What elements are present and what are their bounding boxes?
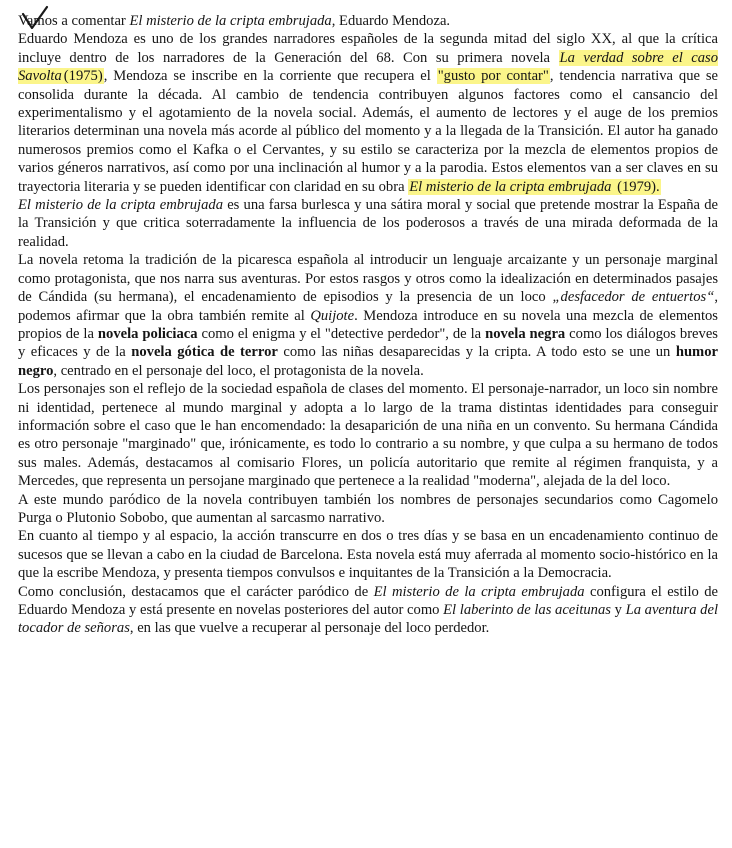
p3-humor: humor negro xyxy=(18,344,718,379)
p3-quijote: Quijote xyxy=(310,307,355,324)
p3-text-g: , centrado en el personaje del loco, el protagonista de la novela. xyxy=(53,362,424,379)
paragraph-personajes: Los personajes son el reflejo de la sociedad española de clases del momento. El personaje-narrador, un loco sin nombre ni identidad, pertenece al mundo marginal y adopta a lo largo de la trama distintas identidades para conseguir información sobre el caso que le han encomendado: la desaparición de una niña en un convento. Su hermana Cándida es otro personaje "marginado" que, irónicamente, es todo lo contrario a su nombre, y que culpa a su hermano de todos sus males. Además, destacamos al comisario Flores, un policía autoritario que remite al régimen franquista, y a Mercedes, que representa un persojane marginado que pertenece a la realidad "moderna", alejada de la del loco. xyxy=(18,381,718,490)
p7-text-a: Como conclusión, destacamos que el carácter paródico de xyxy=(18,583,374,600)
p7-text-c: y xyxy=(610,602,626,618)
p1-text-d: (1979). xyxy=(613,178,660,195)
p3-text-f: como las niñas desaparecidas y la cripta. A todo esto se une un xyxy=(277,344,676,361)
p3-text-e: como los diálogos breves y eficaces y de la xyxy=(18,325,718,361)
p3-quote: „desfacedor de entuertos“ xyxy=(552,289,715,306)
p7-work-tocador: La aventura del tocador de señoras xyxy=(18,602,719,637)
p2-work: El misterio de la cripta embrujada xyxy=(18,197,223,214)
p1-text-a: Eduardo Mendoza es uno de los grandes narradores españoles de la segunda mitad del siglo XX, al que la crítica incluye dentro de los narradores de la Generación del 68. Con su primera novela xyxy=(18,31,718,66)
paragraph-picaresca xyxy=(18,251,718,380)
highlighted-gusto-por-contar: "gusto por contar" xyxy=(437,68,549,85)
document-body xyxy=(18,12,718,638)
p3-text-d: como el enigma y el "detective perdedor", de la xyxy=(197,325,486,342)
title-suffix: , Eduardo Mendoza. xyxy=(331,13,451,29)
p1-text-b-visible: , Mendoza se inscribe en la corriente que recupera el xyxy=(103,68,437,85)
p3-text-c: . Mendoza introduce en su novela una mezcla de elementos propios de la xyxy=(18,307,718,342)
highlighted-work-savolta: La verdad sobre el caso Savolta xyxy=(18,49,718,85)
p7-text-b: configura el estilo de Eduardo Mendoza y está presente en novelas posteriores del autor como xyxy=(18,583,718,618)
p3-policiaca: novela policiaca xyxy=(97,325,198,342)
p3-text-b: , podemos afirmar que la obra también remite al xyxy=(18,289,718,324)
p3-gotica: novela gótica de terror xyxy=(131,344,278,361)
p3-text-a: La novela retoma la tradición de la picaresca española al introducir un lenguaje arcaizante y un personaje marginal como protagonista, que nos narra sus aventuras. Por estos rasgos y otros como la idealización en determinados pasajes de Cándida (su hermana), el encadenamiento de episodios y la presencia de un loco xyxy=(18,252,718,306)
p1-text-c: , tendencia narrativa que se consolida durante la década. Al cambio de tendencia contribuyen algunos factores como el cansancio del experimentalismo y el agotamiento de la novela social. Además, el aumento de lectores y el auge de los premios literarios determinan una novela más acorde al público del momento y a la llegada de la Transición. El autor ha ganado numerosos premios como el Kafka o el Cervantes, y su estilo se caracteriza por la mezcla de elementos propios de varios géneros narrativos, así como por una inclinación al humor y a la parodia. Estos elementos van a ser claves en su trayectoria literaria y se pueden identificar con claridad en su obra xyxy=(18,68,719,195)
title-prefix: Vamos a comentar xyxy=(18,13,130,29)
p3-negra: novela negra xyxy=(485,325,566,342)
paragraph-conclusion xyxy=(18,583,718,638)
p7-work-cripta: El misterio de la cripta embrujada xyxy=(373,583,585,600)
title-work: El misterio de la cripta embrujada xyxy=(129,13,332,29)
document-title xyxy=(18,12,718,30)
highlighted-year-1975: (1975) xyxy=(63,68,103,85)
p2-text: es una farsa burlesca y una sátira moral y social que pretende mostrar la España de la Transición y que critica soterradamente la influencia de los poderosos a través de una mirada deformada de la realidad. xyxy=(18,197,718,250)
paragraph-farsa xyxy=(18,196,718,251)
paragraph-tiempo-espacio: En cuanto al tiempo y al espacio, la acción transcurre en dos o tres días y se basa en un encadenamiento continuo de sucesos que se llevan a cabo en la ciudad de Barcelona. Esta novela está muy aferrada al momento socio-histórico en la que la escribe Mendoza, y presenta tiempos convulsos e inquitantes de la Transición a la Democracia. xyxy=(18,528,718,582)
paragraph-mundo-parodico: A este mundo paródico de la novela contribuyen también los nombres de personajes secundarios como Cagomelo Purga o Plutonio Sobobo, que aumentan al sarcasmo narrativo. xyxy=(18,491,718,526)
p7-work-laberinto: El laberinto de las aceitunas xyxy=(443,602,611,618)
paragraph-intro xyxy=(18,30,718,196)
highlighted-work-cripta: El misterio de la cripta embrujada xyxy=(409,178,612,195)
p7-text-d: , en las que vuelve a recuperar al personaje del loco perdedor. xyxy=(129,620,490,637)
